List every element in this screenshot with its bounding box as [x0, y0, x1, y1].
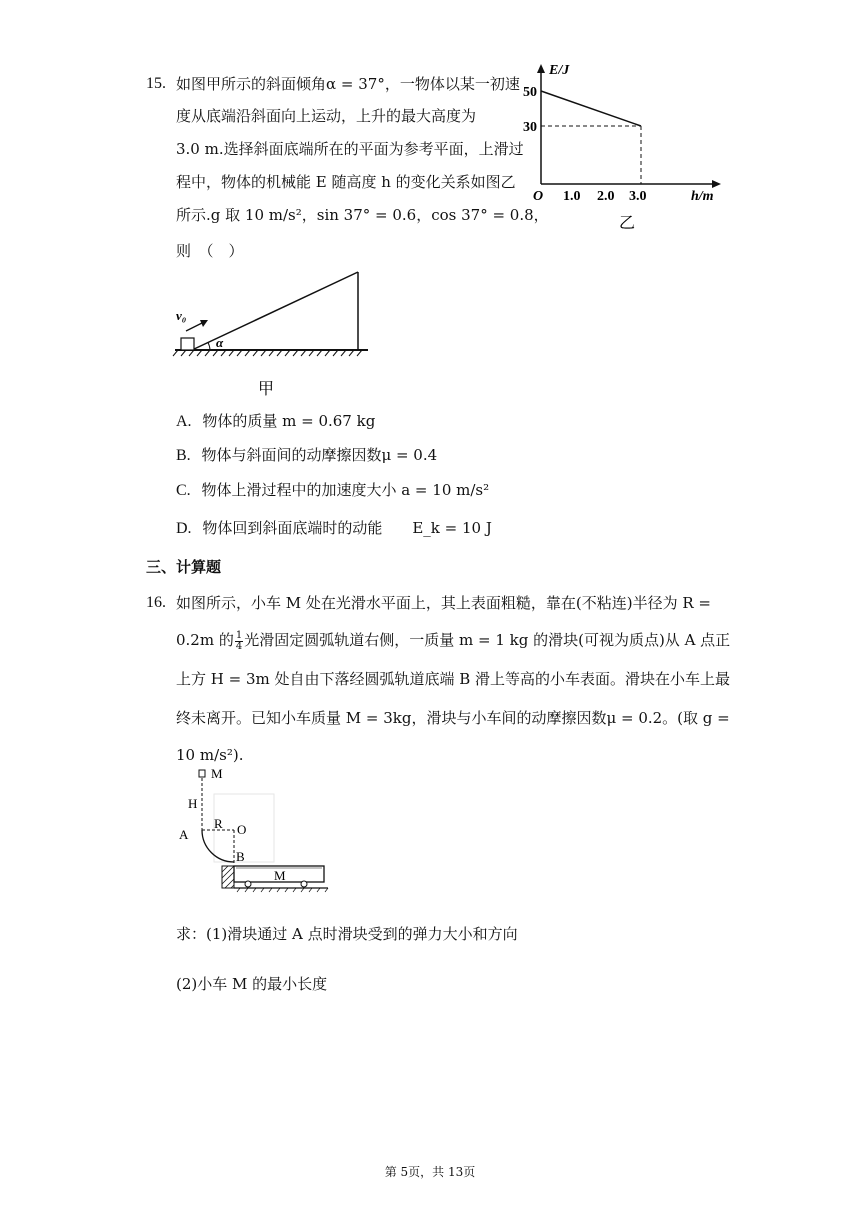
- q15-line-4: 程中，物体的机械能 E 随高度 h 的变化关系如图乙: [176, 173, 516, 191]
- q15-line-6: 则 （ ）: [176, 242, 244, 260]
- quarter-fraction: [235, 631, 243, 652]
- q16-line-5: 10 m/s²).: [176, 746, 244, 764]
- q16-ask-2: (2)小车 M 的最小长度: [176, 975, 328, 993]
- xlabel: h/m: [691, 189, 714, 204]
- falling-block: [199, 770, 205, 777]
- xtick-3: 3.0: [629, 189, 647, 204]
- figure-yi-graph: [515, 58, 735, 238]
- label-o: O: [237, 822, 247, 837]
- q15-line-1: 如图甲所示的斜面倾角α = 37°，一物体以某一初速: [176, 75, 520, 93]
- figure-yi-caption: 乙: [619, 215, 636, 232]
- figure-q16-track: [176, 762, 336, 902]
- q16-line-1: 如图所示，小车 M 处在光滑水平面上，其上表面粗糙，靠在(不粘连)半径为 R =: [176, 594, 712, 612]
- block: [181, 338, 194, 350]
- angle-label: α: [216, 335, 224, 350]
- option-c-letter: C.: [176, 482, 191, 499]
- energy-line: [541, 91, 641, 126]
- q15-line-3: 3.0 m.选择斜面底端所在的平面为参考平面，上滑过: [176, 140, 524, 158]
- figure-jia-caption: 甲: [258, 381, 275, 398]
- option-b-text: 物体与斜面间的动摩擦因数μ = 0.4: [201, 446, 438, 464]
- page-footer: 第 5页，共 13页: [384, 1165, 476, 1179]
- ytick-50: 50: [523, 85, 537, 100]
- angle-arc: [208, 343, 210, 351]
- q15-number: 15.: [146, 75, 166, 92]
- q16-ask-1: 求：(1)滑块通过 A 点时滑块受到的弹力大小和方向: [176, 925, 518, 943]
- origin-label: O: [533, 189, 544, 204]
- figure-jia-incline: [170, 266, 380, 406]
- q16-line-4: 终未离开。已知小车质量 M = 3kg，滑块与小车间的动摩擦因数μ = 0.2。(取 g =: [176, 709, 730, 727]
- q15-line-2: 度从底端沿斜面向上运动，上升的最大高度为: [176, 107, 477, 125]
- ylabel: E/J: [549, 63, 570, 78]
- option-b-letter: B.: [176, 447, 191, 464]
- q16-line-2-a: 0.2m 的: [176, 631, 234, 649]
- ytick-30: 30: [523, 120, 537, 135]
- fraction-denominator: 4: [235, 640, 243, 652]
- option-a-letter: A.: [176, 413, 192, 430]
- option-d: [176, 518, 492, 539]
- xtick-2: 2.0: [597, 189, 615, 204]
- quarter-arc: [202, 830, 234, 862]
- option-b: [176, 445, 437, 466]
- label-a: A: [179, 827, 189, 842]
- q16-line-3: 上方 H = 3m 处自由下落经圆弧轨道底端 B 滑上等高的小车表面。滑块在小车上最: [176, 670, 731, 688]
- option-c-text: 物体上滑过程中的加速度大小 a = 10 m/s²: [201, 481, 490, 499]
- option-a-text: 物体的质量 m = 0.67 kg: [202, 412, 376, 430]
- option-c: [176, 480, 489, 501]
- option-d-letter: D.: [176, 520, 192, 537]
- label-r: R: [214, 816, 223, 831]
- label-m-top: M: [211, 766, 223, 781]
- velocity-label: v₀: [176, 308, 187, 323]
- cart-wheel-right: [301, 881, 307, 887]
- option-a: [176, 411, 375, 432]
- velocity-arrow: [186, 322, 204, 331]
- xtick-1: 1.0: [563, 189, 581, 204]
- q16-line-2-b: 光滑固定圆弧轨道右侧，一质量 m = 1 kg 的滑块(可视为质点)从 A 点正: [244, 631, 731, 649]
- option-d-text: 物体回到斜面底端时的动能 E_k = 10 J: [202, 519, 492, 537]
- label-h: H: [188, 796, 198, 811]
- section-title: 三、计算题: [146, 558, 222, 576]
- label-m-cart: M: [274, 868, 286, 883]
- label-b: B: [236, 849, 245, 864]
- q15-line-5: 所示.g 取 10 m/s²，sin 37° = 0.6，cos 37° = 0.8，: [176, 206, 549, 224]
- q16-line-2: [176, 630, 730, 652]
- cart-wheel-left: [245, 881, 251, 887]
- fraction-numerator: 1: [235, 629, 243, 641]
- q16-number: 16.: [146, 594, 166, 611]
- y-axis-arrow: [537, 64, 545, 73]
- x-axis-arrow: [712, 180, 721, 188]
